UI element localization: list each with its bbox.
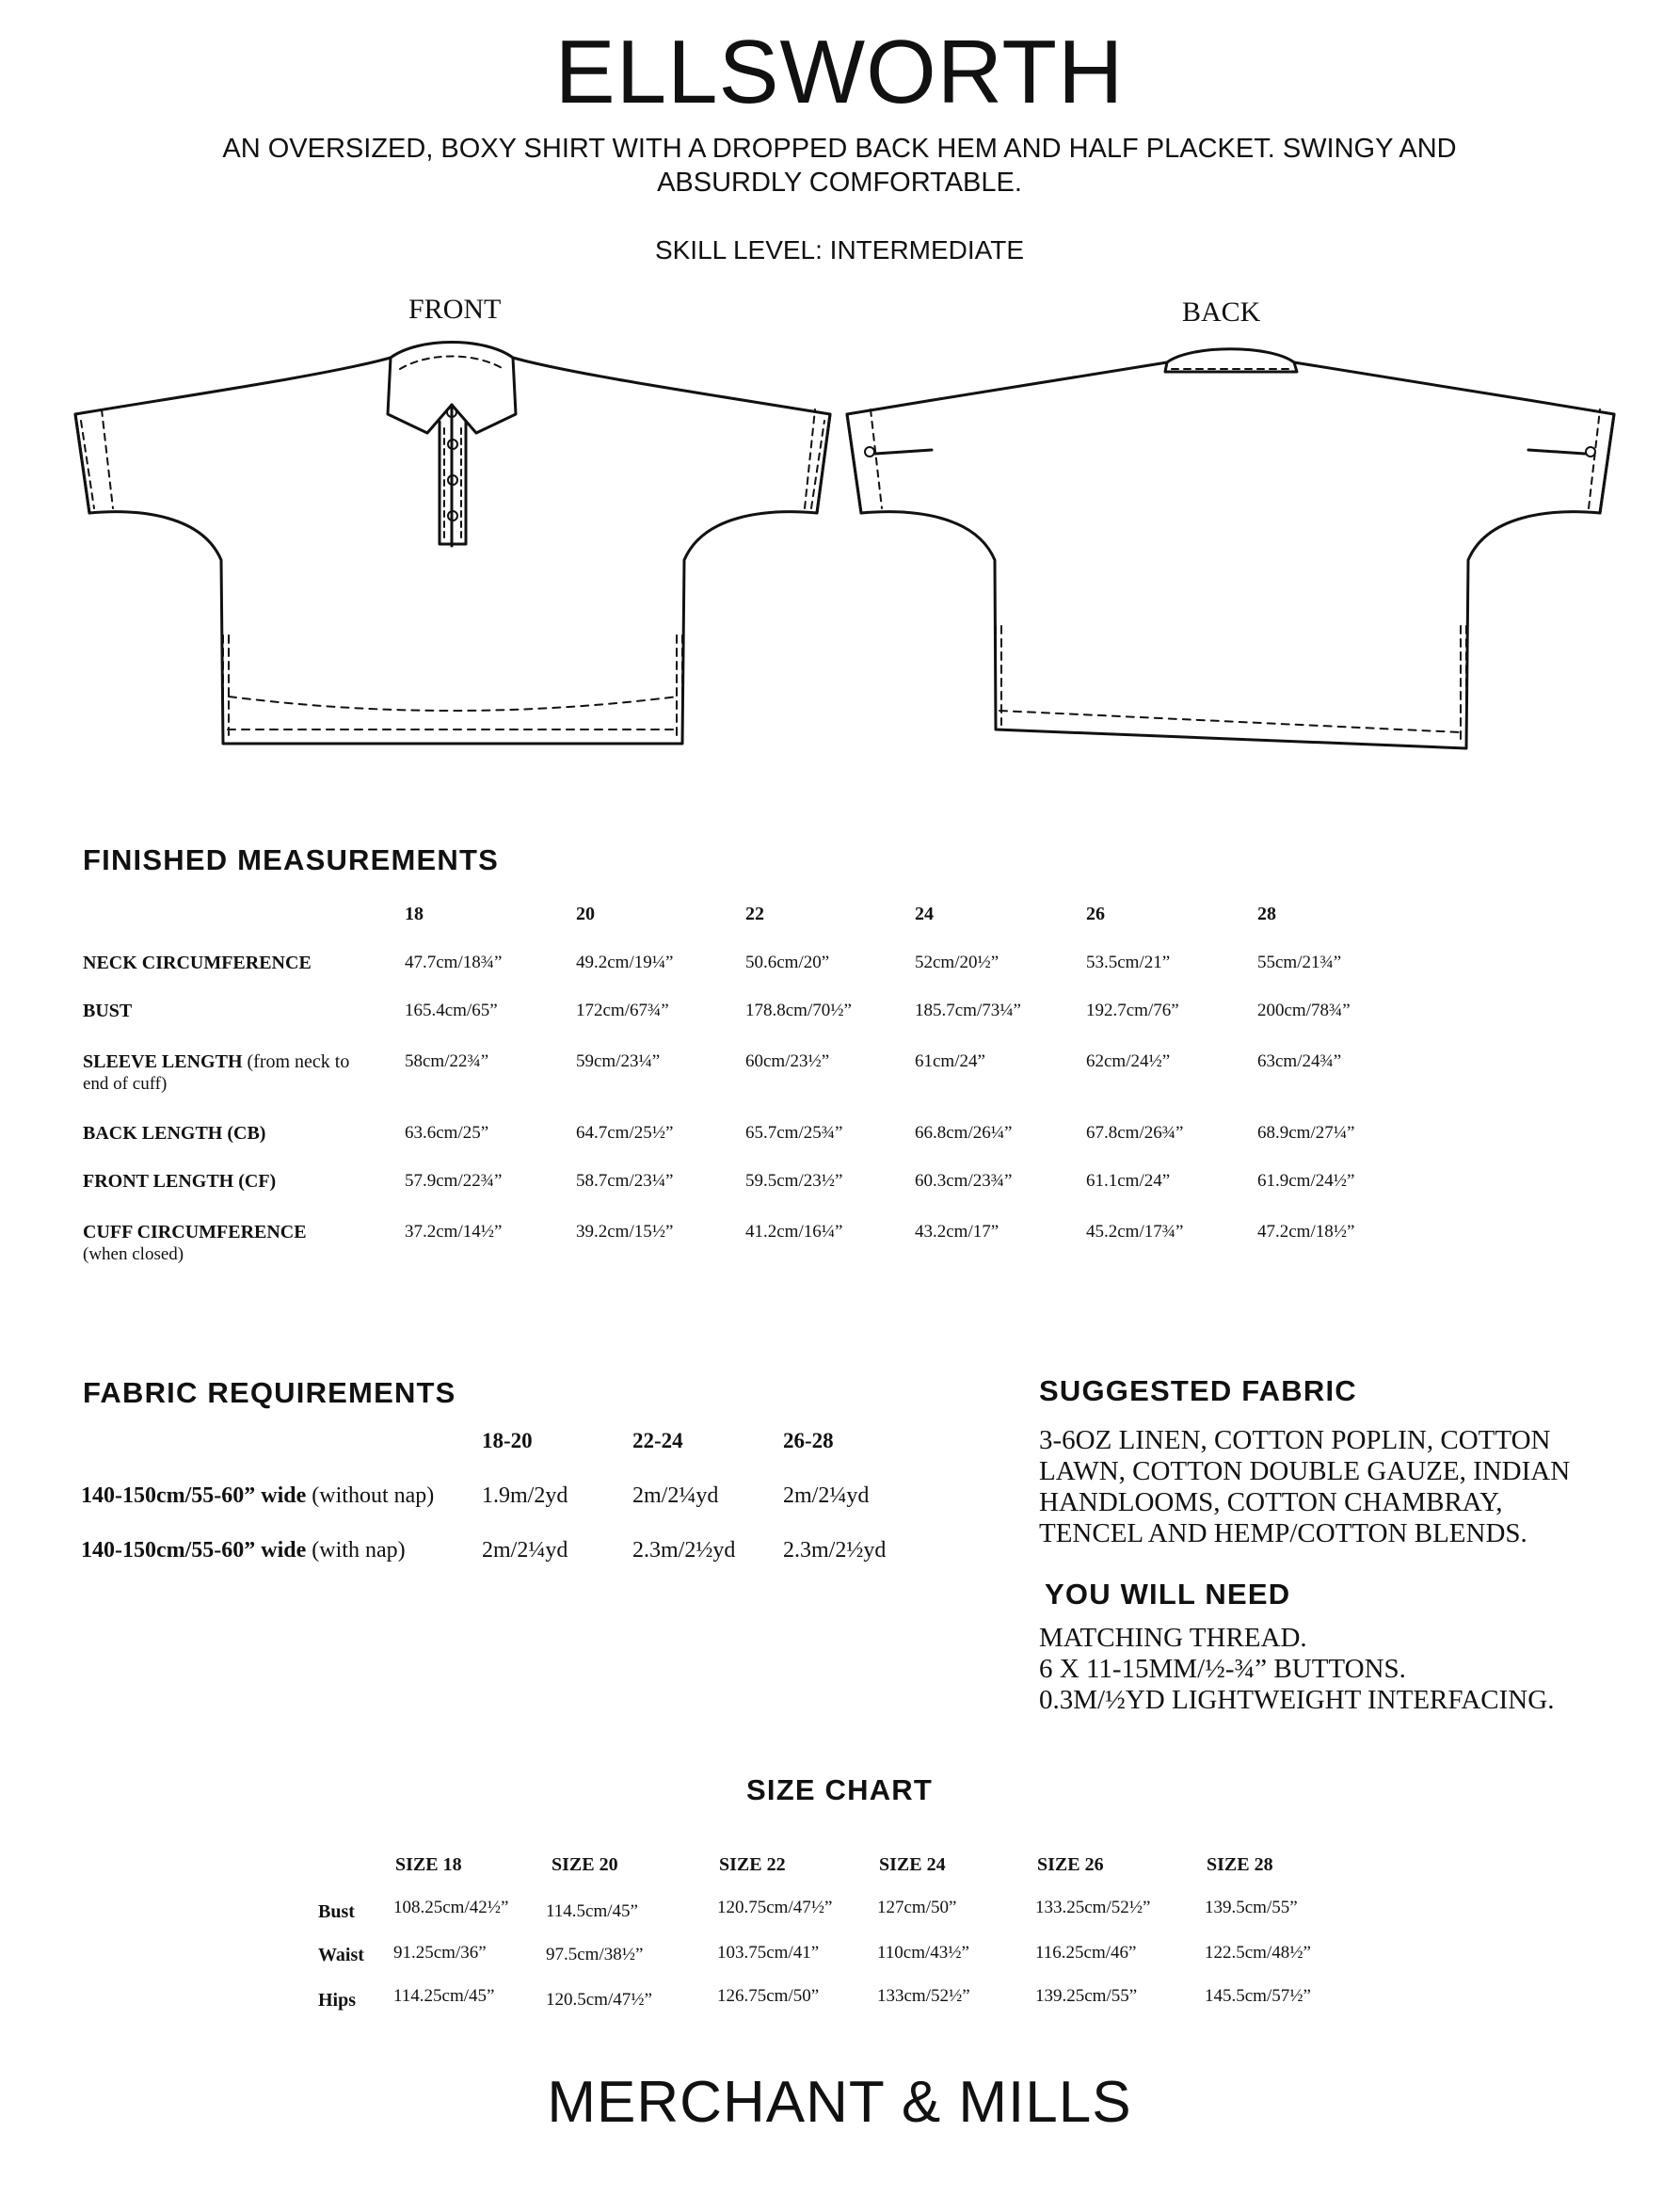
- fabric-cell: 1.9m/2yd: [482, 1483, 568, 1508]
- fabric-row-sublabel: (with nap): [306, 1538, 406, 1563]
- size-chart-header: SIZE 26: [1037, 1854, 1104, 1875]
- fm-cell: 41.2cm/16¼”: [745, 1222, 843, 1242]
- notion-line: 0.3M/½YD LIGHTWEIGHT INTERFACING.: [1039, 1685, 1555, 1715]
- size-chart-row-label: Hips: [318, 1990, 357, 2011]
- pattern-title: ELLSWORTH: [554, 22, 1125, 122]
- front-view-label: FRONT: [408, 294, 502, 325]
- tagline-line-1: AN OVERSIZED, BOXY SHIRT WITH A DROPPED BACK HEM AND HALF PLACKET. SWINGY AND: [222, 134, 1457, 164]
- size-chart-row-label: Waist: [318, 1945, 364, 1965]
- size-chart-header: SIZE 20: [552, 1854, 618, 1875]
- fm-cell: 178.8cm/70½”: [745, 1001, 852, 1020]
- fm-cell: 59cm/23¼”: [576, 1051, 661, 1071]
- fm-cell: 61.1cm/24”: [1086, 1171, 1171, 1191]
- size-chart-cell: 91.25cm/36”: [393, 1943, 487, 1963]
- fm-row-label: CUFF CIRCUMFERENCE: [83, 1222, 307, 1242]
- size-chart-cell: 108.25cm/42½”: [393, 1898, 509, 1917]
- technical-drawings: [0, 0, 1679, 828]
- fm-cell: 200cm/78¾”: [1257, 1001, 1351, 1020]
- fm-cell: 68.9cm/27¼”: [1257, 1123, 1355, 1143]
- fm-cell: 43.2cm/17”: [915, 1222, 999, 1242]
- fm-size-header: 18: [405, 904, 424, 924]
- fm-row-label: FRONT LENGTH (CF): [83, 1171, 277, 1192]
- skill-level: SKILL LEVEL: INTERMEDIATE: [654, 235, 1025, 264]
- size-chart-cell: 103.75cm/41”: [717, 1943, 820, 1963]
- size-chart-cell: 122.5cm/48½”: [1205, 1943, 1311, 1963]
- fm-row-label: NECK CIRCUMFERENCE: [83, 953, 312, 973]
- fm-row-label: BACK LENGTH (CB): [83, 1123, 266, 1144]
- fabric-cell: 2.3m/2½yd: [783, 1538, 887, 1563]
- size-chart-cell: 127cm/50”: [877, 1898, 957, 1917]
- fm-cell: 55cm/21¾”: [1257, 953, 1342, 972]
- fm-row-sublabel-2: (when closed): [83, 1244, 184, 1264]
- fabric-cell: 2m/2¼yd: [482, 1538, 568, 1563]
- fm-cell: 57.9cm/22¾”: [405, 1171, 503, 1191]
- fabric-col-header: 26-28: [783, 1429, 834, 1452]
- size-chart-header: SIZE 24: [879, 1854, 946, 1875]
- fm-cell: 64.7cm/25½”: [576, 1123, 674, 1143]
- fm-cell: 61.9cm/24½”: [1257, 1171, 1355, 1191]
- fabric-cell: 2m/2¼yd: [632, 1483, 719, 1508]
- fm-cell: 60cm/23½”: [745, 1051, 830, 1071]
- fm-cell: 63cm/24¾”: [1257, 1051, 1342, 1071]
- front-shirt-drawing: [75, 343, 830, 745]
- fm-cell: 60.3cm/23¾”: [915, 1171, 1013, 1191]
- fm-cell: 62cm/24½”: [1086, 1051, 1171, 1071]
- suggested-fabric-heading: SUGGESTED FABRIC: [1039, 1374, 1357, 1407]
- fabric-cell: 2.3m/2½yd: [632, 1538, 736, 1563]
- suggested-fabric-line: HANDLOOMS, COTTON CHAMBRAY,: [1039, 1487, 1503, 1517]
- fm-size-header: 20: [576, 904, 595, 924]
- fm-cell: 63.6cm/25”: [405, 1123, 489, 1143]
- size-chart-cell: 110cm/43½”: [877, 1943, 969, 1963]
- notion-line: MATCHING THREAD.: [1039, 1623, 1307, 1653]
- suggested-fabric-line: LAWN, COTTON DOUBLE GAUZE, INDIAN: [1039, 1456, 1571, 1486]
- size-chart-cell: 114.25cm/45”: [393, 1986, 495, 2006]
- fabric-row-label: 140-150cm/55-60” wide (without nap): [81, 1483, 435, 1508]
- fm-size-header: 28: [1257, 904, 1276, 924]
- size-chart-header: SIZE 18: [395, 1854, 462, 1875]
- fabric-col-header: 22-24: [632, 1429, 683, 1452]
- fm-row-label: BUST: [83, 1001, 133, 1021]
- suggested-fabric-line: 3-6OZ LINEN, COTTON POPLIN, COTTON: [1039, 1425, 1551, 1455]
- fabric-row-sublabel: (without nap): [306, 1483, 435, 1508]
- fm-cell: 50.6cm/20”: [745, 953, 830, 972]
- size-chart-cell: 120.5cm/47½”: [546, 1990, 652, 2010]
- fm-row-label: SLEEVE LENGTH (from neck to: [83, 1051, 350, 1072]
- size-chart-cell: 120.75cm/47½”: [717, 1898, 833, 1917]
- fm-cell: 192.7cm/76”: [1086, 1001, 1179, 1020]
- fm-size-header: 24: [915, 904, 934, 924]
- fm-cell: 61cm/24”: [915, 1051, 985, 1071]
- fabric-cell: 2m/2¼yd: [783, 1483, 870, 1508]
- suggested-fabric-line: TENCEL AND HEMP/COTTON BLENDS.: [1039, 1518, 1527, 1548]
- fm-cell: 59.5cm/23½”: [745, 1171, 843, 1191]
- back-shirt-drawing: [847, 349, 1614, 748]
- fm-cell: 66.8cm/26¼”: [915, 1123, 1013, 1143]
- fm-cell: 65.7cm/25¾”: [745, 1123, 843, 1143]
- fm-cell: 58.7cm/23¼”: [576, 1171, 674, 1191]
- fabric-col-header: 18-20: [482, 1429, 533, 1452]
- size-chart-header: SIZE 22: [719, 1854, 786, 1875]
- size-chart-cell: 133.25cm/52½”: [1035, 1898, 1151, 1917]
- fm-cell: 165.4cm/65”: [405, 1001, 498, 1020]
- fm-cell: 52cm/20½”: [915, 953, 999, 972]
- size-chart-cell: 145.5cm/57½”: [1205, 1986, 1311, 2006]
- fm-cell: 47.7cm/18¾”: [405, 953, 503, 972]
- size-chart-cell: 139.25cm/55”: [1035, 1986, 1138, 2006]
- finished-measurements-heading: FINISHED MEASUREMENTS: [83, 843, 500, 876]
- size-chart-row-label: Bust: [318, 1901, 355, 1922]
- fm-cell: 172cm/67¾”: [576, 1001, 669, 1020]
- size-chart-cell: 116.25cm/46”: [1035, 1943, 1137, 1963]
- tagline-line-2: ABSURDLY COMFORTABLE.: [657, 168, 1022, 198]
- fm-cell: 67.8cm/26¾”: [1086, 1123, 1184, 1143]
- fm-row-sublabel-2: end of cuff): [83, 1074, 168, 1094]
- fm-size-header: 26: [1086, 904, 1105, 924]
- fm-cell: 47.2cm/18½”: [1257, 1222, 1355, 1242]
- fm-row-sublabel: (from neck to: [242, 1051, 350, 1072]
- back-view-label: BACK: [1182, 297, 1261, 328]
- size-chart-cell: 126.75cm/50”: [717, 1986, 820, 2006]
- size-chart-cell: 114.5cm/45”: [546, 1901, 638, 1921]
- fm-size-header: 22: [745, 904, 764, 924]
- fm-cell: 58cm/22¾”: [405, 1051, 489, 1071]
- fm-cell: 39.2cm/15½”: [576, 1222, 674, 1242]
- fm-cell: 53.5cm/21”: [1086, 953, 1171, 972]
- size-chart-header: SIZE 28: [1207, 1854, 1273, 1875]
- fabric-row-label: 140-150cm/55-60” wide (with nap): [81, 1538, 406, 1563]
- fm-cell: 37.2cm/14½”: [405, 1222, 503, 1242]
- you-will-need-heading: YOU WILL NEED: [1045, 1578, 1291, 1611]
- fm-cell: 45.2cm/17¾”: [1086, 1222, 1184, 1242]
- notion-line: 6 X 11-15MM/½-¾” BUTTONS.: [1039, 1654, 1406, 1684]
- fm-cell: 49.2cm/19¼”: [576, 953, 674, 972]
- size-chart-cell: 97.5cm/38½”: [546, 1945, 644, 1964]
- size-chart-heading: SIZE CHART: [746, 1773, 933, 1806]
- size-chart-cell: 139.5cm/55”: [1205, 1898, 1298, 1917]
- fabric-requirements-heading: FABRIC REQUIREMENTS: [83, 1376, 456, 1409]
- brand-name: MERCHANT & MILLS: [547, 2070, 1132, 2135]
- fm-cell: 185.7cm/73¼”: [915, 1001, 1021, 1020]
- size-chart-cell: 133cm/52½”: [877, 1986, 970, 2006]
